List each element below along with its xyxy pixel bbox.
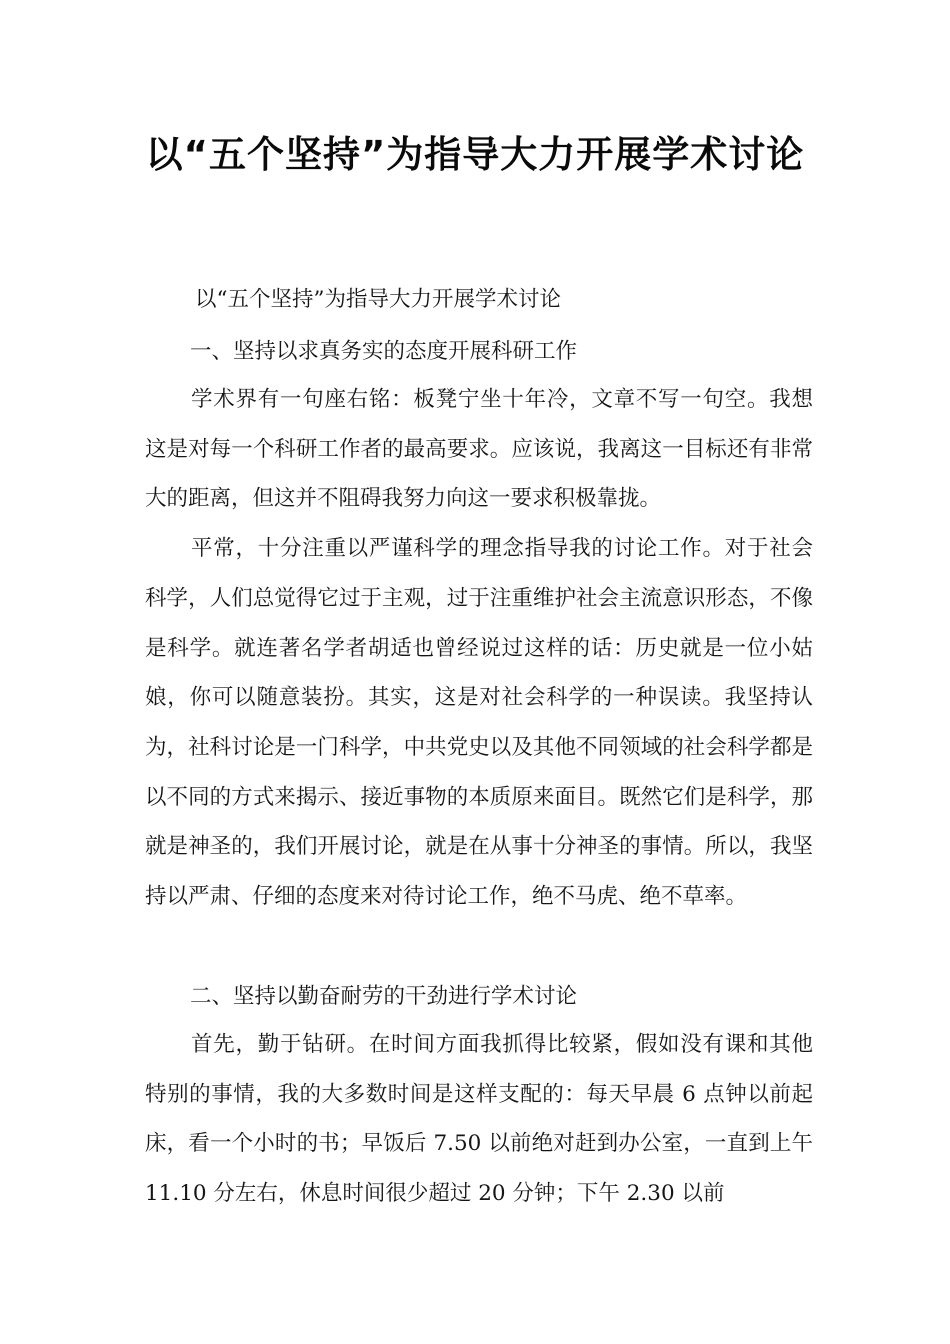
section-2-body <box>145 1020 813 1219</box>
section-heading-2: 二、坚持以勤奋耐劳的干劲进行学术讨论 <box>190 984 578 1009</box>
paragraph: 学术界有一句座右铭：板凳宁坐十年冷，文章不写一句空。我想这是对每一个科研工作者的最高要求。应该说，我离这一目标还有非常大的距离，但这并不阻碍我努力向这一要求积极靠拢。 <box>145 387 813 512</box>
paragraph: 首先，勤于钻研。在时间方面我抓得比较紧，假如没有课和其他特别的事情，我的大多数时间是这样支配的：每天早晨 6 点钟以前起床，看一个小时的书；早饭后 7.50 以前绝对赶到办公室，一直到上午 11.10 分左右，休息时间很少超过 20 分钟；下午 2.30 以前 <box>145 1032 813 1207</box>
section-heading-1: 一、坚持以求真务实的态度开展科研工作 <box>190 339 578 364</box>
document-title: 以“五个坚持”为指导大力开展学术讨论 <box>145 133 805 176</box>
section-1-body <box>145 375 813 922</box>
document-subtitle: 以“五个坚持”为指导大力开展学术讨论 <box>195 287 561 312</box>
paragraph: 平常，十分注重以严谨科学的理念指导我的讨论工作。对于社会科学，人们总觉得它过于主观，过于注重维护社会主流意识形态，不像是科学。就连著名学者胡适也曾经说过这样的话：历史就是一位小姑娘，你可以随意装扮。其实，这是对社会科学的一种误读。我坚持认为，社科讨论是一门科学，中共党史以及其他不同领域的社会科学都是以不同的方式来揭示、接近事物的本质原来面目。既然它们是科学，那就是神圣的，我们开展讨论，就是在从事十分神圣的事情。所以，我坚持以严肃、仔细的态度来对待讨论工作，绝不马虎、绝不草率。 <box>145 536 813 910</box>
